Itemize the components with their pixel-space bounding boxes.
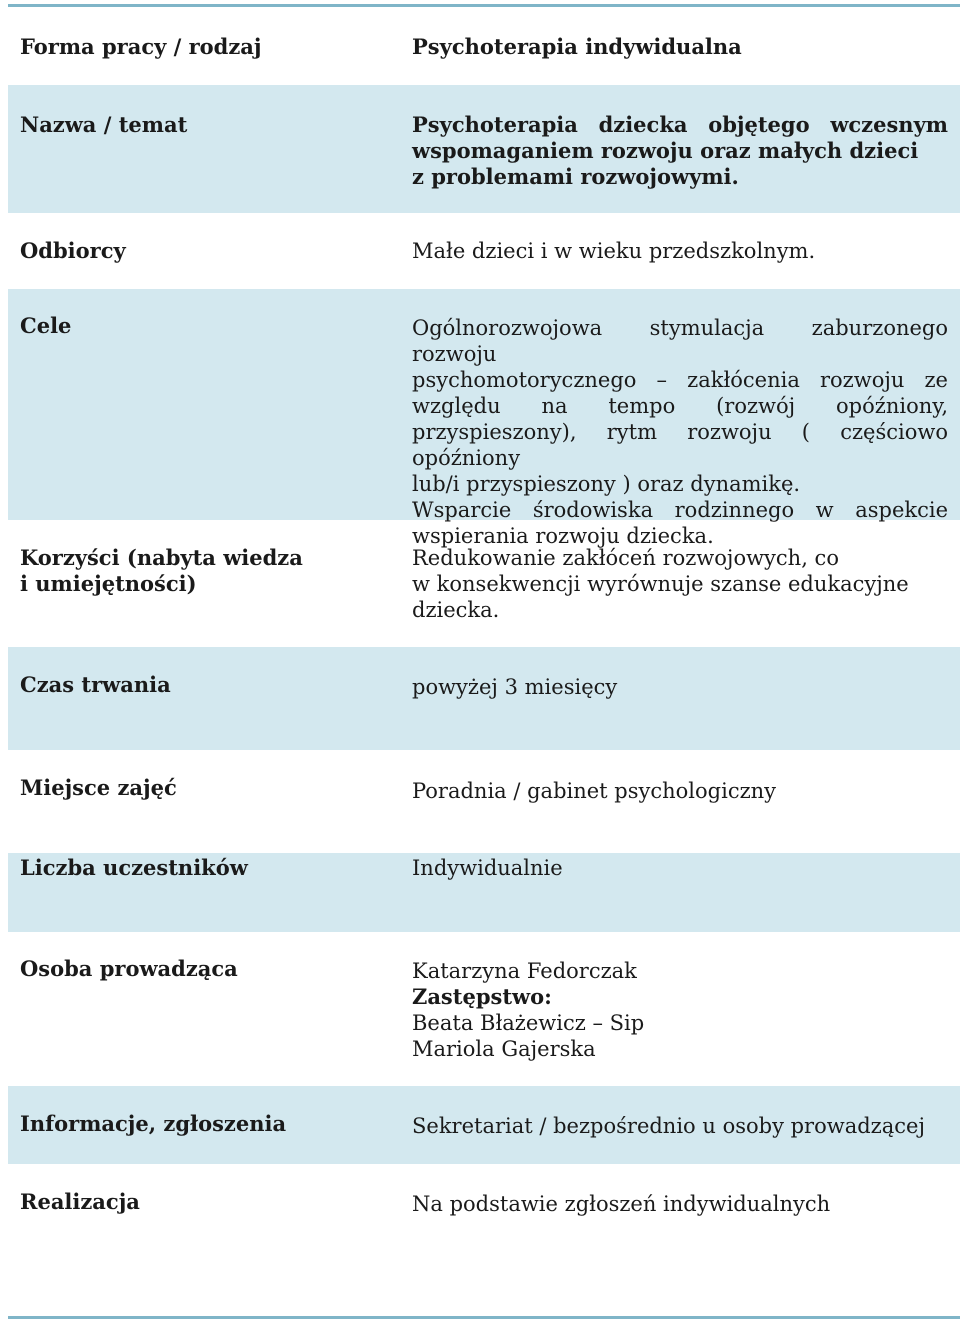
value-line: Psychoterapia dziecka objętego wczesnym: [412, 112, 948, 137]
row-label: Cele: [20, 313, 72, 338]
row-value: powyżej 3 miesięcy: [412, 675, 618, 699]
value-line: z problemami rozwojowymi.: [412, 164, 739, 189]
row-label: Liczba uczestników: [20, 855, 248, 880]
row-forma-pracy: [8, 7, 960, 85]
row-nazwa-temat: [8, 85, 960, 213]
value-line: psychomotorycznego – zakłócenia rozwoju ze: [412, 368, 948, 392]
row-label: Odbiorcy: [20, 238, 126, 263]
row-osoba-prowadzaca: [8, 932, 960, 1086]
value-line: Wsparcie środowiska rodzinnego w aspekcie: [412, 498, 948, 522]
value-line: Ogólnorozwojowa stymulacja zaburzonego rozwoju: [412, 316, 948, 366]
row-label: Czas trwania: [20, 672, 171, 697]
row-value: Sekretariat / bezpośrednio u osoby prowadzącej: [412, 1114, 925, 1138]
row-cele: [8, 289, 960, 548]
row-value: Psychoterapia indywidualna: [412, 34, 742, 59]
value-line: Redukowanie zakłóceń rozwojowych, co: [412, 546, 839, 570]
value-line: Beata Błażewicz – Sip: [412, 1011, 645, 1035]
value-line: dziecka.: [412, 598, 500, 622]
value-line: względu na tempo (rozwój opóźniony,: [412, 394, 948, 418]
row-value: [412, 545, 948, 623]
row-value: Małe dzieci i w wieku przedszkolnym.: [412, 239, 816, 263]
label-line: Korzyści (nabyta wiedza: [20, 545, 303, 570]
row-label: Osoba prowadząca: [20, 956, 238, 981]
row-korzysci: [8, 520, 960, 647]
row-value: Indywidualnie: [412, 856, 563, 880]
row-realizacja: [8, 1164, 960, 1314]
value-line: wspierania rozwoju dziecka.: [412, 524, 714, 548]
row-czas-trwania: [8, 647, 960, 750]
row-liczba-uczestnikow: [8, 853, 960, 932]
row-label: Realizacja: [20, 1189, 140, 1214]
row-label: [20, 545, 380, 597]
row-value: [412, 958, 948, 1062]
row-informacje-zgloszenia: [8, 1086, 960, 1164]
row-miejsce-zajec: [8, 750, 960, 853]
row-label: Nazwa / temat: [20, 112, 188, 137]
row-value: [412, 112, 948, 190]
row-value: [412, 315, 948, 549]
row-label: Informacje, zgłoszenia: [20, 1111, 287, 1136]
row-value: Poradnia / gabinet psychologiczny: [412, 779, 777, 803]
value-line: przyspieszony), rytm rozwoju ( częściowo opóźniony: [412, 420, 948, 470]
value-line: wspomaganiem rozwoju oraz małych dzieci: [412, 138, 919, 163]
row-value: Na podstawie zgłoszeń indywidualnych: [412, 1192, 831, 1216]
row-label: Miejsce zajęć: [20, 775, 177, 800]
value-line: Zastępstwo:: [412, 984, 552, 1009]
bottom-divider: [8, 1316, 960, 1319]
value-line: w konsekwencji wyrównuje szanse edukacyjne: [412, 572, 909, 596]
label-line: i umiejętności): [20, 571, 197, 596]
value-line: Mariola Gajerska: [412, 1037, 596, 1061]
row-label: Forma pracy / rodzaj: [20, 34, 262, 59]
row-odbiorcy: [8, 213, 960, 289]
value-line: Katarzyna Fedorczak: [412, 959, 637, 983]
value-line: lub/i przyspieszony ) oraz dynamikę.: [412, 472, 801, 496]
